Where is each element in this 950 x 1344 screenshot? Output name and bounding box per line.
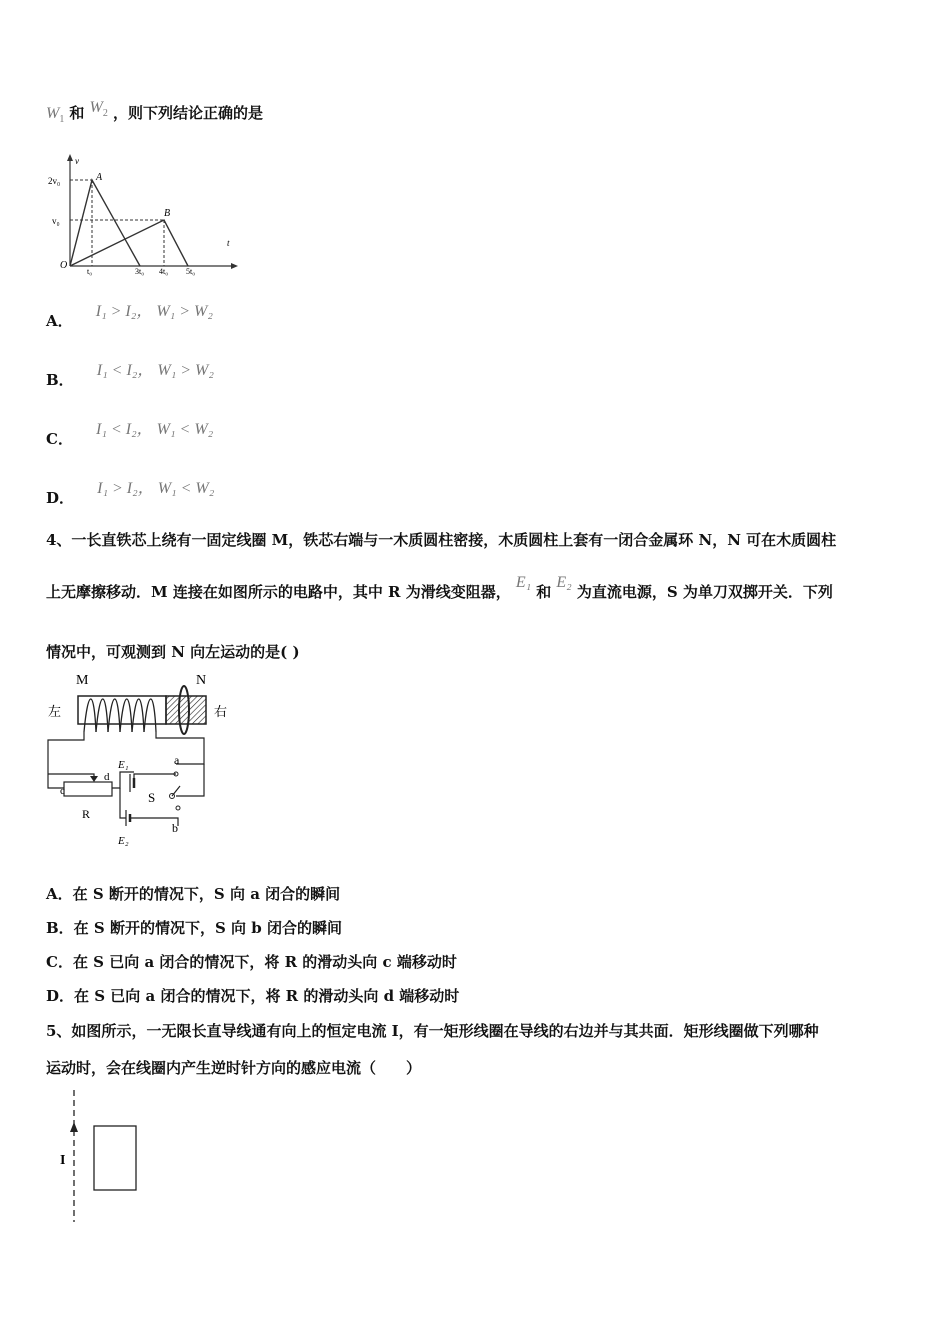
label-s: S xyxy=(148,790,156,805)
tick-3t0: 3t₀ xyxy=(135,267,145,276)
terminal-b xyxy=(176,806,180,810)
slider-arrow xyxy=(90,776,98,782)
tick-t0: t₀ xyxy=(87,267,93,276)
resistor-r xyxy=(64,782,112,796)
q4-line-3: 情况中，可观测到 N 向左运动的是( ) xyxy=(46,643,300,661)
option-formula: I₁ < I₂， W₁ < W₂ xyxy=(96,421,214,438)
slider-wire xyxy=(48,774,94,780)
q4-option-a[interactable]: A．在 S 断开的情况下，S 向 a 闭合的瞬间 xyxy=(46,885,341,903)
intro-text: ，则下列结论正确的是 xyxy=(112,104,263,122)
label-i: I xyxy=(60,1153,66,1168)
q4-line-2a: 上无摩擦移动．M 连接在如图所示的电路中，其中 R 为滑线变阻器， xyxy=(46,583,511,601)
label-r: R xyxy=(82,807,91,821)
q3-option-a[interactable] xyxy=(46,298,213,330)
e1-symbol: E₁ xyxy=(515,574,532,591)
v-label: v xyxy=(75,156,79,166)
label-m: M xyxy=(76,673,89,688)
option-formula: I₁ < I₂， W₁ > W₂ xyxy=(96,362,214,379)
current-arrow xyxy=(70,1122,78,1132)
tick-2v0: 2v₀ xyxy=(48,176,61,186)
label-b: b xyxy=(172,821,178,835)
vt-graph xyxy=(46,150,246,280)
wire-right xyxy=(156,732,204,764)
q4-line-2b: 为直流电源，S 为单刀双掷开关．下列 xyxy=(576,583,833,601)
t-axis-arrow xyxy=(231,263,238,269)
wire-e1 xyxy=(134,774,176,780)
option-letter: A． xyxy=(46,312,73,330)
label-e1: E₁ xyxy=(118,759,129,771)
iron-core xyxy=(78,696,166,724)
q4-option-d[interactable]: D．在 S 已向 a 闭合的情况下，将 R 的滑动头向 d 端移动时 xyxy=(46,987,460,1005)
wire-switch xyxy=(176,764,204,796)
label-left: 左 xyxy=(48,704,62,719)
q5-line-1: 5、如图所示，一无限长直导线通有向上的恒定电流 I，有一矩形线圈在导线的右边并与其共面．矩形线圈做下列哪种 xyxy=(46,1022,819,1040)
option-letter: C． xyxy=(46,430,73,448)
q4-option-b[interactable]: B．在 S 断开的情况下，S 向 b 闭合的瞬间 xyxy=(46,919,342,937)
wire-r-right xyxy=(112,772,134,788)
intro-and: 和 xyxy=(69,104,85,122)
tick-4t0: 4t₀ xyxy=(159,267,169,276)
origin-label: O xyxy=(60,260,68,271)
point-a-label: A xyxy=(96,172,103,183)
line-b xyxy=(70,220,188,266)
label-a: a xyxy=(174,753,180,767)
tick-v0: v₀ xyxy=(52,216,60,226)
point-b-label: B xyxy=(164,208,171,219)
wire-coil-diagram xyxy=(56,1088,156,1228)
q4-and: 和 xyxy=(536,583,552,601)
label-c: c xyxy=(60,785,65,797)
e2-symbol: E₂ xyxy=(556,574,572,591)
q3-option-c[interactable] xyxy=(46,416,214,448)
label-d: d xyxy=(104,771,110,783)
q3-option-d[interactable] xyxy=(46,475,215,507)
circuit-diagram xyxy=(44,668,244,854)
rectangular-coil xyxy=(94,1126,136,1190)
label-e2: E₂ xyxy=(118,835,129,847)
w2-symbol: $W_2$ xyxy=(89,99,108,120)
switch-blade xyxy=(172,786,180,796)
q3-intro xyxy=(46,99,263,126)
label-right: 右 xyxy=(214,704,228,719)
option-formula: I₁ > I₂， W₁ > W₂ xyxy=(95,303,213,320)
q3-option-b[interactable] xyxy=(46,357,214,389)
wire-e2-right xyxy=(130,818,178,826)
wire-left xyxy=(48,732,84,774)
coil-m xyxy=(84,699,156,732)
tick-5t0: 5t₀ xyxy=(186,267,196,276)
wire-e2-left xyxy=(120,788,126,818)
line-a xyxy=(70,180,140,266)
w1-symbol: $W_1$ xyxy=(46,105,65,126)
t-label: t xyxy=(227,238,230,248)
label-n: N xyxy=(196,673,207,688)
q4-line-2 xyxy=(46,574,833,602)
option-letter: B． xyxy=(46,371,74,389)
wooden-cylinder xyxy=(166,696,206,724)
q4-option-c[interactable]: C．在 S 已向 a 闭合的情况下，将 R 的滑动头向 c 端移动时 xyxy=(46,953,457,971)
q5-line-2: 运动时，会在线圈内产生逆时针方向的感应电流（ ） xyxy=(46,1059,422,1077)
option-letter: D． xyxy=(46,489,75,507)
q4-line-1: 4、一长直铁芯上绕有一固定线圈 M，铁芯右端与一木质圆柱密接，木质圆柱上套有一闭合金属环 N，N 可在木质圆柱 xyxy=(46,531,837,549)
v-axis-arrow xyxy=(67,154,73,161)
option-formula: I₁ > I₂， W₁ < W₂ xyxy=(97,480,215,497)
